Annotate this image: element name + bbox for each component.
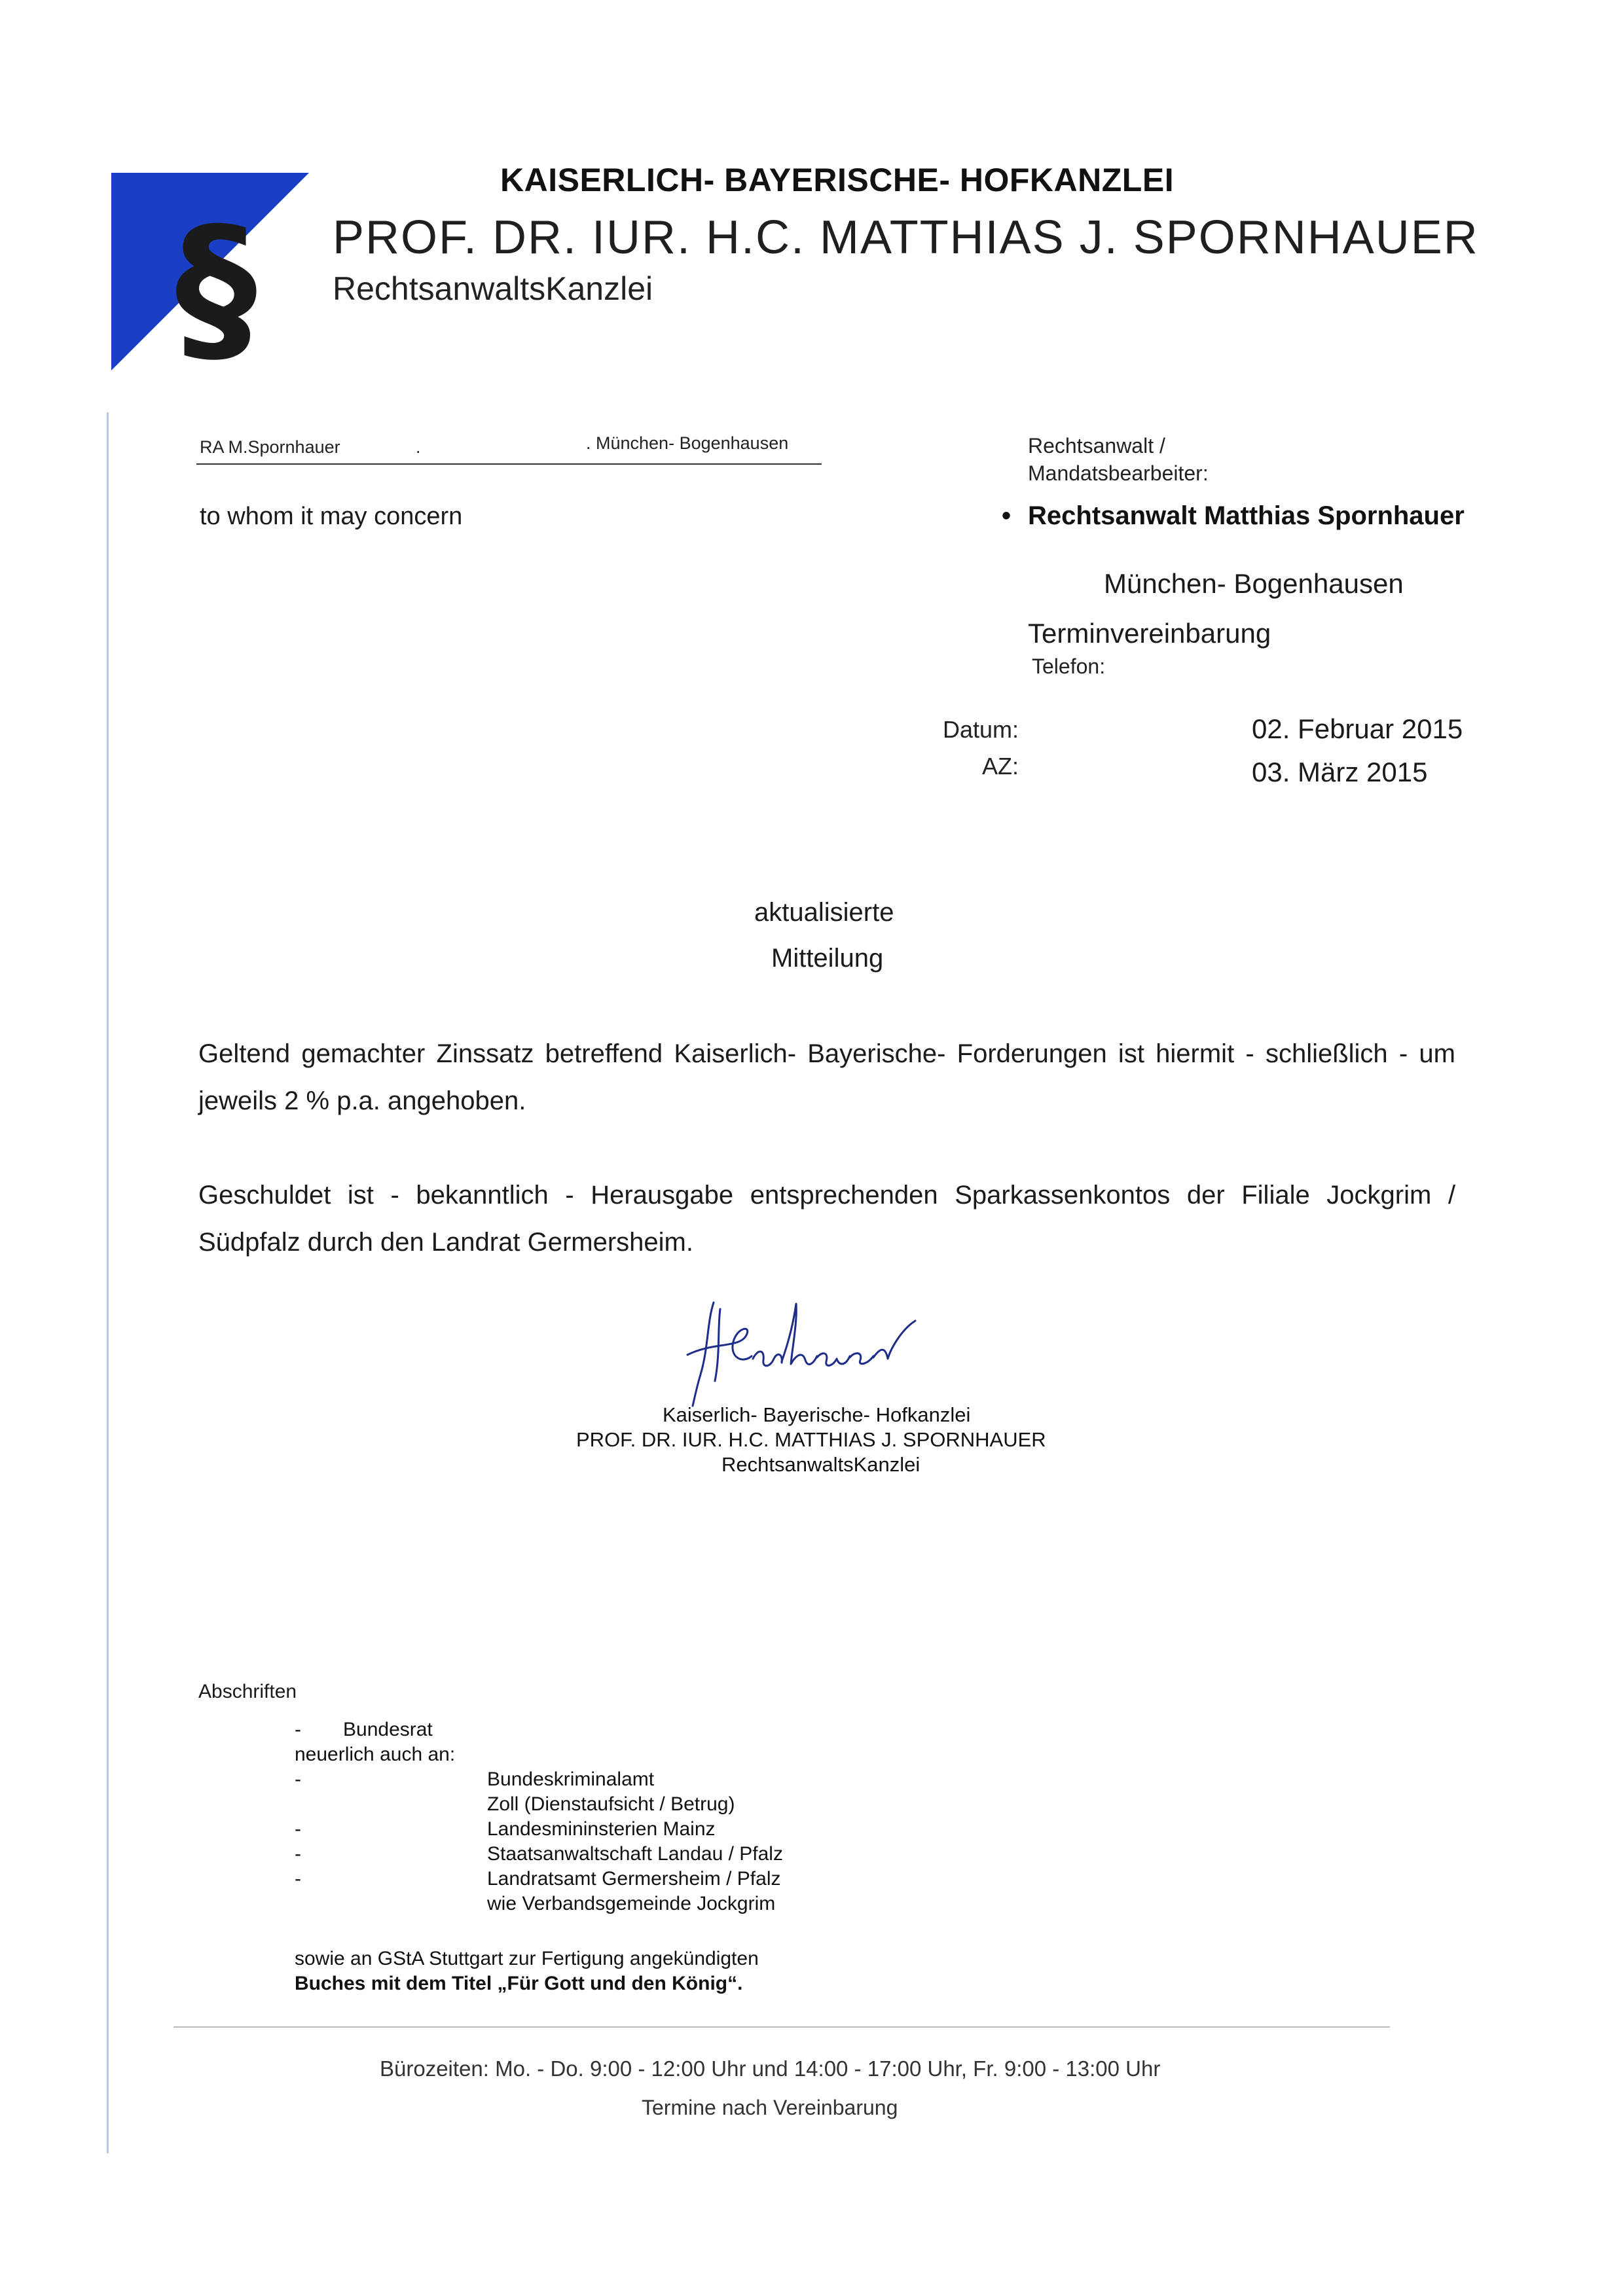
sender-name: RA M.Spornhauer (200, 437, 340, 457)
bullet-icon: • (1002, 501, 1012, 530)
list-dash: - (295, 1768, 301, 1790)
copy-recipient: wie Verbandsgemeinde Jockgrim (487, 1893, 776, 1914)
sender-underline (196, 463, 822, 465)
copy-recipient: Zoll (Dienstaufsicht / Betrug) (487, 1793, 735, 1815)
list-dash: - (295, 1843, 301, 1865)
footer-divider (173, 2026, 1390, 2028)
reference-value: 03. März 2015 (1252, 757, 1428, 787)
lawyer-label-line1: Rechtsanwalt / (1028, 434, 1165, 457)
paragraph-symbol-icon: § (175, 192, 257, 370)
list-dash: - (295, 1818, 301, 1840)
lawyer-label-line2: Mandatsbearbeiter: (1028, 461, 1209, 485)
signature-line3: RechtsanwaltsKanzlei (721, 1453, 921, 1476)
appointment-note: Termine nach Vereinbarung (642, 2096, 898, 2119)
list-dash: - (295, 1719, 301, 1740)
copy-recipient: Staatsanwaltschaft Landau / Pfalz (487, 1843, 783, 1865)
lawyer-name (1002, 501, 1465, 531)
signature-line1: Kaiserlich- Bayerische- Hofkanzlei (663, 1403, 971, 1426)
handwritten-signature (674, 1296, 936, 1407)
copy-book-line: Buches mit dem Titel „Für Gott und den König“. (295, 1973, 743, 1994)
office-hours: Bürozeiten: Mo. - Do. 9:00 - 12:00 Uhr und 14:00 - 17:00 Uhr, Fr. 9:00 - 13:00 Uhr (380, 2056, 1161, 2081)
signature-line2: PROF. DR. IUR. H.C. MATTHIAS J. SPORNHAUER (576, 1428, 1046, 1451)
copy-recipient: Landesmininsterien Mainz (487, 1818, 716, 1840)
copy-recipient: Landratsamt Germersheim / Pfalz (487, 1868, 781, 1890)
firm-title: KAISERLICH- BAYERISCHE- HOFKANZLEI (500, 162, 1175, 198)
date-value: 02. Februar 2015 (1252, 713, 1463, 744)
sender-line (200, 433, 789, 457)
subject-line2: Mitteilung (771, 944, 884, 973)
lawyer-name-text: Rechtsanwalt Matthias Spornhauer (1028, 501, 1465, 530)
subject-line1: aktualisierte (754, 898, 894, 927)
lawyer-label (1028, 432, 1209, 487)
lawyer-city: München- Bogenhausen (1104, 568, 1404, 599)
date-label: Datum: (943, 716, 1019, 743)
lawyer-title: PROF. DR. IUR. H.C. MATTHIAS J. SPORNHAUER (333, 211, 1479, 264)
sender-separator: . (416, 437, 421, 457)
body-paragraph-2: Geschuldet ist - bekanntlich - Herausgabe entsprechenden Sparkassenkontos der Filiale Jockgrim / Südpfalz durch den Landrat Germersheim. (198, 1181, 1455, 1257)
copy-gsta-line: sowie an GStA Stuttgart zur Fertigung angekündigten (295, 1948, 759, 1969)
law-firm-logo (111, 173, 309, 370)
body-paragraph-1: Geltend gemachter Zinssatz betreffend Kaiserlich- Bayerische- Forderungen ist hiermit - schließlich - um jeweils 2 % p.a. angehoben. (198, 1039, 1455, 1115)
copy-recipient: Bundeskriminalamt (487, 1768, 655, 1790)
copies-also-label: neuerlich auch an: (295, 1744, 456, 1765)
recipient: to whom it may concern (200, 503, 463, 530)
reference-label: AZ: (982, 753, 1019, 780)
list-dash: - (295, 1868, 301, 1890)
phone-label: Telefon: (1032, 655, 1106, 678)
left-margin-rule (107, 412, 109, 2153)
appointment-label: Terminvereinbarung (1028, 618, 1271, 649)
firm-subtitle: RechtsanwaltsKanzlei (333, 270, 653, 307)
sender-city: . München- Bogenhausen (586, 433, 789, 453)
copy-recipient: Bundesrat (343, 1719, 433, 1740)
copies-label: Abschriften (198, 1681, 297, 1702)
